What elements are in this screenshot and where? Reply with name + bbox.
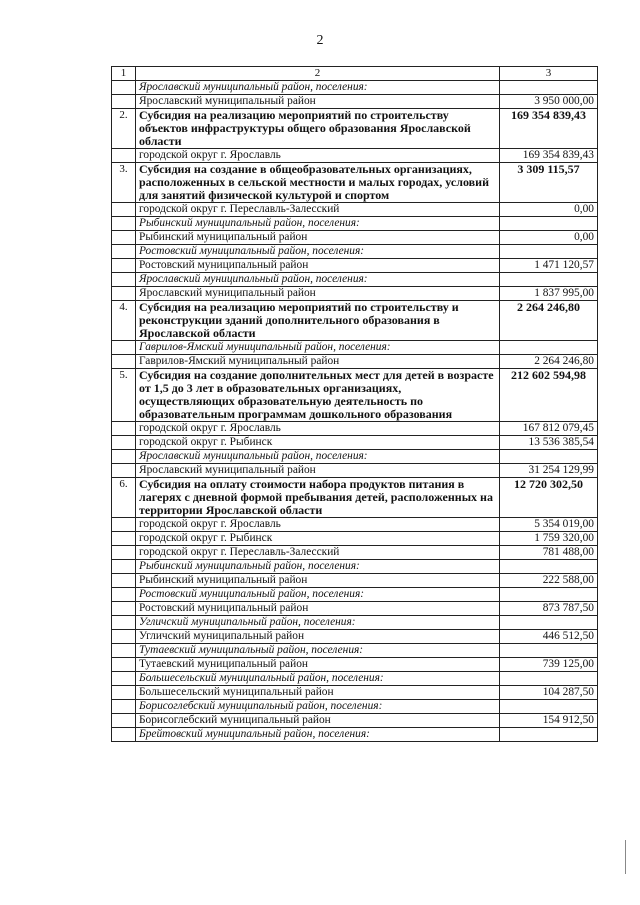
row-number-cell: [112, 700, 136, 714]
recipient-row: [112, 714, 598, 728]
recipient-name: городской округ г. Ярославль: [136, 422, 500, 436]
row-number-cell: [112, 422, 136, 436]
recipient-name: городской округ г. Переславль-Залесский: [136, 203, 500, 217]
recipient-row: [112, 287, 598, 301]
row-number-cell: 6.: [112, 478, 136, 518]
amount-cell: [500, 217, 598, 231]
header-col-3: 3: [500, 67, 598, 81]
amount-cell: 154 912,50: [500, 714, 598, 728]
recipient-row: [112, 231, 598, 245]
row-number-cell: [112, 672, 136, 686]
amount-cell: [500, 560, 598, 574]
subsidy-total-amount: 3 309 115,57: [500, 163, 598, 203]
row-number-cell: 4.: [112, 301, 136, 341]
district-group-label: Ярославский муниципальный район, поселения:: [136, 273, 500, 287]
row-number-cell: [112, 259, 136, 273]
subsidy-title: Субсидия на оплату стоимости набора продуктов питания в лагерях с дневной формой пребывания детей, расположенных на территории Ярославской области: [136, 478, 500, 518]
recipient-name: Ярославский муниципальный район: [136, 464, 500, 478]
recipient-row: [112, 658, 598, 672]
recipient-row: [112, 630, 598, 644]
amount-cell: [500, 273, 598, 287]
recipient-name: городской округ г. Рыбинск: [136, 436, 500, 450]
district-group-row: [112, 450, 598, 464]
recipient-row: [112, 422, 598, 436]
amount-cell: 31 254 129,99: [500, 464, 598, 478]
recipient-row: [112, 602, 598, 616]
recipient-row: [112, 203, 598, 217]
recipient-name: Тутаевский муниципальный район: [136, 658, 500, 672]
district-group-row: [112, 616, 598, 630]
subsidy-row: [112, 109, 598, 149]
subsidy-row: [112, 369, 598, 422]
district-group-row: [112, 273, 598, 287]
recipient-row: [112, 436, 598, 450]
district-group-row: [112, 588, 598, 602]
subsidy-title: Субсидия на создание дополнительных мест для детей в возрасте от 1,5 до 3 лет в образовательных организациях, осуществляющих образовательную деятельность по образовательным программам дошкольного образования: [136, 369, 500, 422]
recipient-row: [112, 686, 598, 700]
amount-cell: [500, 81, 598, 95]
margin-line: [625, 840, 626, 874]
page-number: 2: [316, 33, 324, 48]
district-group-row: [112, 672, 598, 686]
row-number-cell: [112, 450, 136, 464]
amount-cell: 167 812 079,45: [500, 422, 598, 436]
amount-cell: 2 264 246,80: [500, 355, 598, 369]
row-number-cell: [112, 560, 136, 574]
row-number-cell: [112, 203, 136, 217]
amount-cell: 13 536 385,54: [500, 436, 598, 450]
district-group-row: [112, 728, 598, 742]
amount-cell: 1 837 995,00: [500, 287, 598, 301]
recipient-row: [112, 259, 598, 273]
amount-cell: [500, 728, 598, 742]
amount-cell: 1 471 120,57: [500, 259, 598, 273]
row-number-cell: 3.: [112, 163, 136, 203]
recipient-name: Ярославский муниципальный район: [136, 95, 500, 109]
recipient-row: [112, 574, 598, 588]
header-row: [112, 67, 598, 81]
district-group-row: [112, 341, 598, 355]
recipient-name: городской округ г. Ярославль: [136, 149, 500, 163]
district-group-label: Рыбинский муниципальный район, поселения:: [136, 560, 500, 574]
amount-cell: [500, 616, 598, 630]
row-number-cell: [112, 149, 136, 163]
amount-cell: 3 950 000,00: [500, 95, 598, 109]
recipient-row: [112, 355, 598, 369]
district-group-label: Рыбинский муниципальный район, поселения:: [136, 217, 500, 231]
district-group-row: [112, 644, 598, 658]
amount-cell: 1 759 320,00: [500, 532, 598, 546]
row-number-cell: [112, 686, 136, 700]
amount-cell: [500, 644, 598, 658]
recipient-name: городской округ г. Переславль-Залесский: [136, 546, 500, 560]
district-group-label: Ярославский муниципальный район, поселения:: [136, 450, 500, 464]
amount-cell: [500, 588, 598, 602]
row-number-cell: [112, 574, 136, 588]
subsidy-table: [111, 66, 598, 742]
amount-cell: [500, 245, 598, 259]
subsidy-title: Субсидия на реализацию мероприятий по строительству объектов инфраструктуры общего образования Ярославской области: [136, 109, 500, 149]
amount-cell: 0,00: [500, 203, 598, 217]
recipient-row: [112, 464, 598, 478]
district-group-row: [112, 217, 598, 231]
subsidy-total-amount: 212 602 594,98: [500, 369, 598, 422]
header-col-1: 1: [112, 67, 136, 81]
row-number-cell: [112, 217, 136, 231]
row-number-cell: [112, 231, 136, 245]
amount-cell: 739 125,00: [500, 658, 598, 672]
district-group-label: Тутаевский муниципальный район, поселения:: [136, 644, 500, 658]
row-number-cell: [112, 355, 136, 369]
recipient-row: [112, 95, 598, 109]
recipient-name: Ярославский муниципальный район: [136, 287, 500, 301]
district-group-label: Угличский муниципальный район, поселения:: [136, 616, 500, 630]
row-number-cell: [112, 644, 136, 658]
subsidy-title: Субсидия на реализацию мероприятий по строительству и реконструкции зданий дополнительного образования в Ярославской области: [136, 301, 500, 341]
district-group-row: [112, 700, 598, 714]
row-number-cell: [112, 532, 136, 546]
row-number-cell: [112, 602, 136, 616]
amount-cell: [500, 341, 598, 355]
amount-cell: [500, 672, 598, 686]
amount-cell: 781 488,00: [500, 546, 598, 560]
header-col-2: 2: [136, 67, 500, 81]
row-number-cell: [112, 630, 136, 644]
recipient-name: Рыбинский муниципальный район: [136, 231, 500, 245]
recipient-name: городской округ г. Рыбинск: [136, 532, 500, 546]
amount-cell: 5 354 019,00: [500, 518, 598, 532]
row-number-cell: [112, 464, 136, 478]
subsidy-title: Субсидия на создание в общеобразовательных организациях, расположенных в сельской местности и малых городах, условий для занятий физической культурой и спортом: [136, 163, 500, 203]
district-group-label: Ярославский муниципальный район, поселения:: [136, 81, 500, 95]
row-number-cell: [112, 95, 136, 109]
recipient-name: Гаврилов-Ямский муниципальный район: [136, 355, 500, 369]
row-number-cell: [112, 287, 136, 301]
recipient-row: [112, 532, 598, 546]
amount-cell: 104 287,50: [500, 686, 598, 700]
recipient-row: [112, 518, 598, 532]
district-group-label: Большесельский муниципальный район, поселения:: [136, 672, 500, 686]
row-number-cell: [112, 714, 136, 728]
row-number-cell: [112, 81, 136, 95]
recipient-name: городской округ г. Ярославль: [136, 518, 500, 532]
subsidy-row: [112, 478, 598, 518]
subsidy-row: [112, 301, 598, 341]
amount-cell: [500, 450, 598, 464]
amount-cell: 0,00: [500, 231, 598, 245]
subsidy-total-amount: 2 264 246,80: [500, 301, 598, 341]
district-group-label: Гаврилов-Ямский муниципальный район, поселения:: [136, 341, 500, 355]
subsidy-total-amount: 12 720 302,50: [500, 478, 598, 518]
row-number-cell: [112, 658, 136, 672]
recipient-name: Ростовский муниципальный район: [136, 259, 500, 273]
district-group-label: Борисоглебский муниципальный район, поселения:: [136, 700, 500, 714]
recipient-name: Рыбинский муниципальный район: [136, 574, 500, 588]
amount-cell: 222 588,00: [500, 574, 598, 588]
row-number-cell: [112, 546, 136, 560]
row-number-cell: [112, 341, 136, 355]
amount-cell: 169 354 839,43: [500, 149, 598, 163]
subsidy-total-amount: 169 354 839,43: [500, 109, 598, 149]
recipient-name: Ростовский муниципальный район: [136, 602, 500, 616]
district-group-row: [112, 560, 598, 574]
row-number-cell: [112, 436, 136, 450]
recipient-name: Большесельский муниципальный район: [136, 686, 500, 700]
amount-cell: 446 512,50: [500, 630, 598, 644]
row-number-cell: [112, 245, 136, 259]
recipient-row: [112, 149, 598, 163]
recipient-name: Борисоглебский муниципальный район: [136, 714, 500, 728]
amount-cell: [500, 700, 598, 714]
row-number-cell: 5.: [112, 369, 136, 422]
row-number-cell: [112, 728, 136, 742]
subsidy-row: [112, 163, 598, 203]
recipient-row: [112, 546, 598, 560]
district-group-label: Брейтовский муниципальный район, поселения:: [136, 728, 500, 742]
amount-cell: 873 787,50: [500, 602, 598, 616]
recipient-name: Угличский муниципальный район: [136, 630, 500, 644]
district-group-row: [112, 245, 598, 259]
row-number-cell: [112, 518, 136, 532]
district-group-row: [112, 81, 598, 95]
district-group-label: Ростовский муниципальный район, поселения:: [136, 245, 500, 259]
row-number-cell: [112, 616, 136, 630]
row-number-cell: [112, 588, 136, 602]
district-group-label: Ростовский муниципальный район, поселения:: [136, 588, 500, 602]
row-number-cell: 2.: [112, 109, 136, 149]
row-number-cell: [112, 273, 136, 287]
